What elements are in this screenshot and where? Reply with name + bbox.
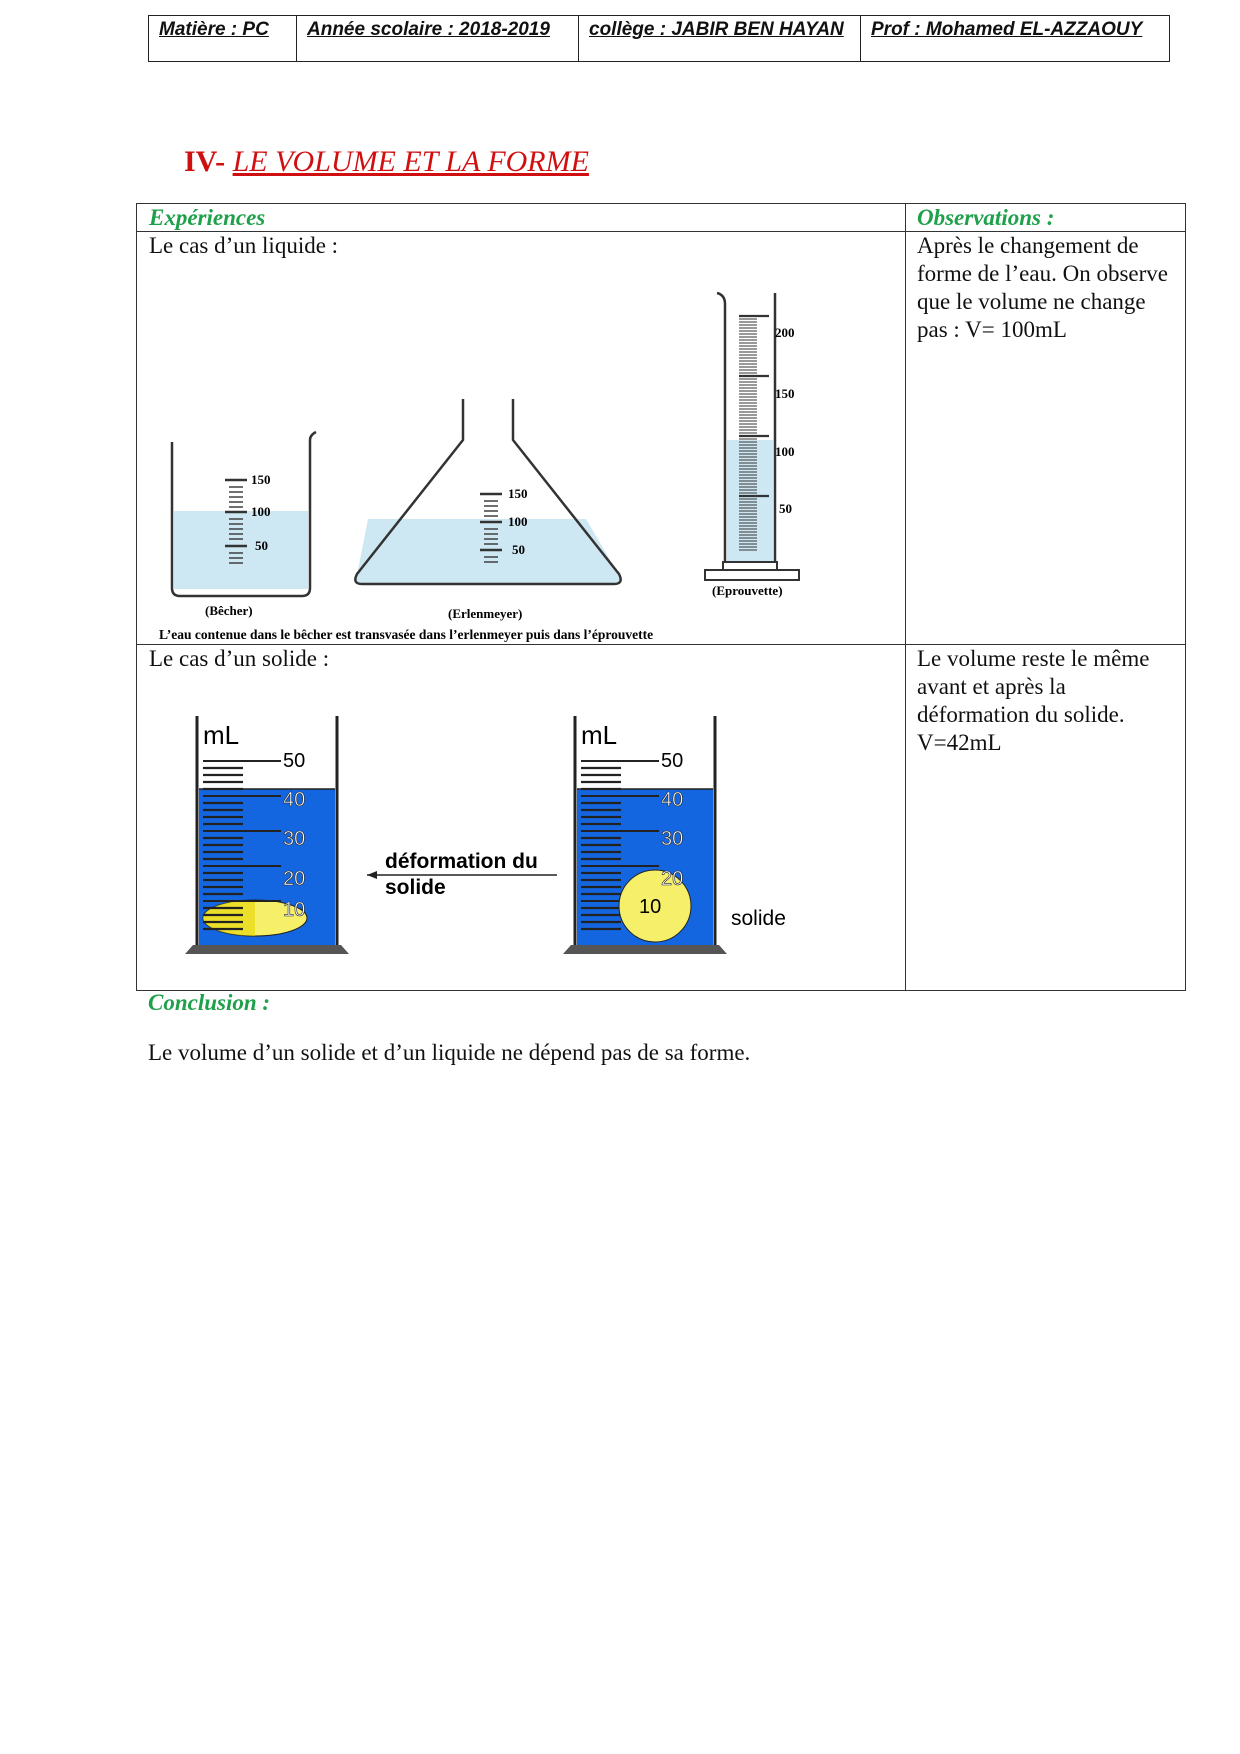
erlen-scale-100: 100 (508, 514, 528, 529)
header-prof: Prof : Mohamed EL-AZZAOUY (871, 19, 1143, 40)
eprouvette-label: (Eprouvette) (712, 583, 783, 598)
unit-label-after: mL (581, 720, 618, 750)
scale-30-after: 30 (661, 828, 684, 850)
experiment-table (136, 203, 1186, 991)
deformation-arrow (367, 850, 557, 899)
scale-50-after: 50 (661, 750, 684, 772)
section-title-text: LE VOLUME ET LA FORME (232, 145, 589, 178)
eprouvette (705, 293, 799, 598)
becher (172, 432, 316, 618)
scale-10-before: 10 (283, 899, 306, 921)
conclusion-text: Le volume d’un solide et d’un liquide ne dépend pas de sa forme. (148, 1040, 751, 1065)
eprouvette-scale-200: 200 (775, 325, 795, 340)
arrow-head-icon (367, 871, 377, 879)
becher-scale-150: 150 (251, 472, 271, 487)
erlenmeyer (355, 399, 620, 621)
eprouvette-scale-150: 150 (775, 386, 795, 401)
arrow-label-line2: solide (385, 876, 446, 899)
section-title (184, 145, 589, 179)
col-header-observations: Observations : (917, 205, 1055, 230)
liquid-figure (145, 282, 901, 644)
section-number: IV- (184, 145, 226, 178)
cylinder-after-base (563, 945, 727, 954)
cylinder-after (563, 716, 786, 954)
erlen-scale-50: 50 (512, 542, 525, 557)
becher-water (174, 511, 308, 589)
eprouvette-scale-100: 100 (775, 444, 795, 459)
header-annee: Année scolaire : 2018-2019 (297, 16, 579, 61)
solide-label: solide (731, 907, 786, 930)
eprouvette-scale-50: 50 (779, 501, 792, 516)
scale-30-before: 30 (283, 828, 306, 850)
scale-40-after: 40 (661, 789, 684, 811)
erlen-scale-150: 150 (508, 486, 528, 501)
scale-20-before: 20 (283, 868, 306, 890)
header-college: collège : JABIR BEN HAYAN (579, 16, 861, 61)
ball-scale-label: 10 (639, 896, 662, 918)
becher-scale-50: 50 (255, 538, 268, 553)
table-divider-vertical (905, 204, 906, 990)
conclusion-heading: Conclusion : (148, 990, 271, 1015)
case-solide-label: Le cas d’un solide : (149, 646, 330, 671)
erlen-label: (Erlenmeyer) (448, 606, 523, 621)
case-liquide-label: Le cas d’un liquide : (149, 233, 339, 258)
header-bar (148, 15, 1170, 62)
becher-label: (Bêcher) (205, 603, 253, 618)
scale-20-after: 20 (661, 868, 684, 890)
scale-50-before: 50 (283, 750, 306, 772)
liquid-caption: L’eau contenue dans le bêcher est transvasée dans l’erlenmeyer puis dans l’éprouvette (159, 627, 654, 642)
becher-scale-100: 100 (251, 504, 271, 519)
cylinder-before (185, 716, 349, 954)
scale-40-before: 40 (283, 789, 306, 811)
eprouvette-collar (723, 562, 777, 570)
observation-liquide: Après le changement de forme de l’eau. On observe que le volume ne change pas : V= 100mL (917, 233, 1168, 342)
header-matiere: Matière : PC (149, 16, 297, 61)
cylinder-before-base (185, 945, 349, 954)
solid-figure (145, 699, 901, 961)
unit-label-before: mL (203, 720, 240, 750)
eprouvette-base (705, 570, 799, 580)
col-header-experiences: Expériences (149, 205, 266, 230)
arrow-label-line1: déformation du (385, 850, 538, 873)
observation-solide: Le volume reste le même avant et après la déformation du solide. V=42mL (917, 646, 1150, 755)
